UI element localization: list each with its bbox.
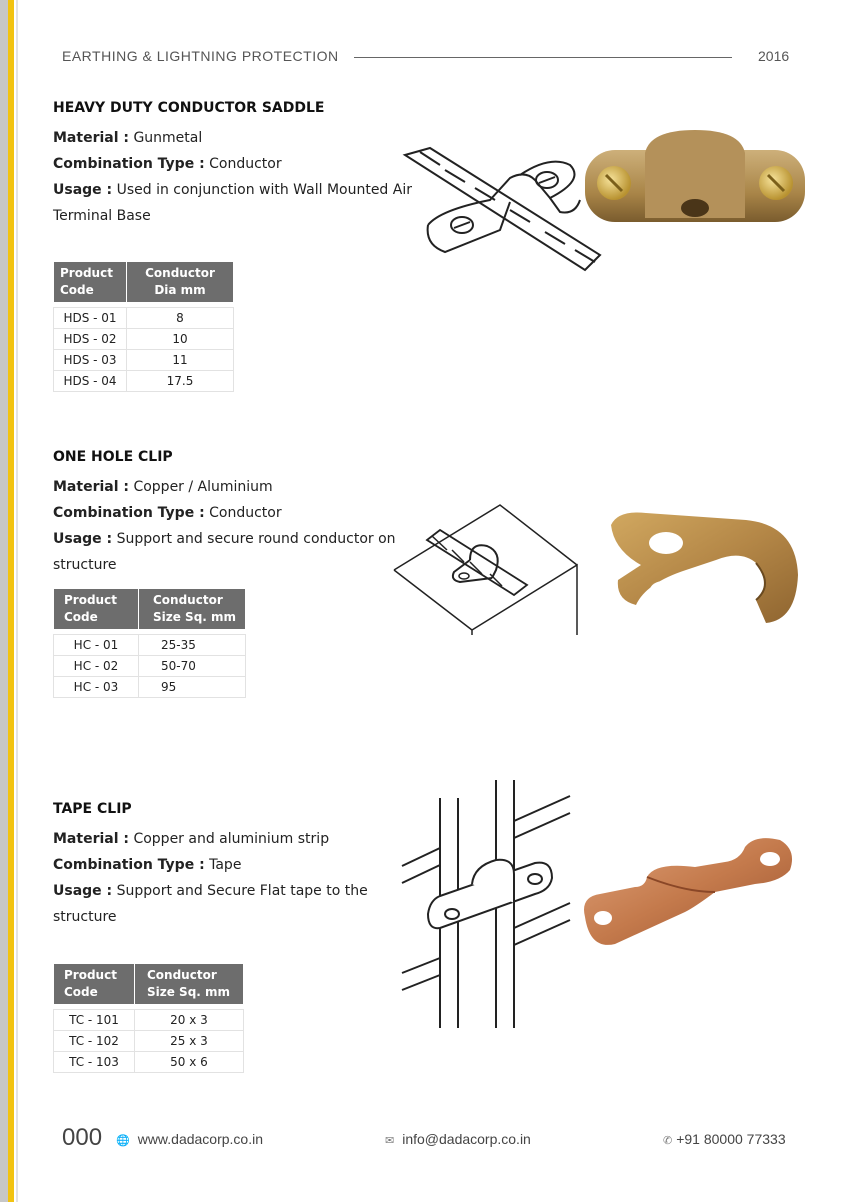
one-hole-clip-line-drawing bbox=[392, 500, 587, 635]
table-row bbox=[54, 677, 246, 698]
cell-code: HC - 03 bbox=[54, 677, 139, 698]
cell-value: 11 bbox=[127, 350, 234, 371]
cell-code: HDS - 03 bbox=[54, 350, 127, 371]
cell-value: 10 bbox=[127, 329, 234, 350]
cell-code: HDS - 02 bbox=[54, 329, 127, 350]
table-row bbox=[54, 329, 234, 350]
combination-value: Conductor bbox=[204, 505, 282, 521]
cell-code: HDS - 04 bbox=[54, 371, 127, 392]
header-year: 2016 bbox=[758, 48, 790, 64]
left-border-gray bbox=[0, 0, 8, 1202]
header-title: EARTHING & LIGHTNING PROTECTION bbox=[62, 48, 339, 64]
spec-table-hc bbox=[53, 588, 246, 698]
usage-line bbox=[53, 878, 413, 930]
combination-line bbox=[53, 151, 413, 177]
material-label: Material : bbox=[53, 479, 129, 495]
cell-value: 8 bbox=[127, 308, 234, 329]
cell-code: TC - 102 bbox=[54, 1031, 135, 1052]
table-row bbox=[54, 1010, 244, 1031]
page-number: 000 bbox=[62, 1124, 103, 1151]
material-line bbox=[53, 826, 413, 852]
email-text: info@dadacorp.co.in bbox=[402, 1131, 531, 1147]
combination-line bbox=[53, 852, 413, 878]
combination-value: Tape bbox=[204, 857, 242, 873]
combination-label: Combination Type : bbox=[53, 857, 205, 873]
material-value: Copper / Aluminium bbox=[129, 479, 273, 495]
tape-clip-line-drawing bbox=[400, 778, 575, 1033]
usage-line bbox=[53, 177, 413, 229]
table-row bbox=[54, 635, 246, 656]
material-value: Gunmetal bbox=[129, 130, 203, 146]
section-one-hole-clip bbox=[53, 448, 413, 578]
usage-value: Used in conjunction with Wall Mounted Air Terminal Base bbox=[53, 182, 412, 224]
col-header-product-code: Product Code bbox=[54, 964, 135, 1005]
section-title: ONE HOLE CLIP bbox=[53, 449, 173, 465]
phone-icon: ✆ bbox=[663, 1135, 673, 1147]
table-row bbox=[54, 656, 246, 677]
cell-code: TC - 101 bbox=[54, 1010, 135, 1031]
left-border-yellow bbox=[8, 0, 14, 1202]
cell-code: HC - 02 bbox=[54, 656, 139, 677]
tape-clip-photo bbox=[575, 832, 800, 957]
phone-text: +91 80000 77333 bbox=[676, 1131, 786, 1147]
cell-value: 25-35 bbox=[139, 635, 246, 656]
section-title: TAPE CLIP bbox=[53, 801, 132, 817]
spec-table-hds bbox=[53, 261, 234, 392]
footer-email[interactable] bbox=[385, 1131, 531, 1147]
combination-label: Combination Type : bbox=[53, 156, 205, 172]
material-label: Material : bbox=[53, 831, 129, 847]
material-line bbox=[53, 125, 413, 151]
combination-label: Combination Type : bbox=[53, 505, 205, 521]
material-value: Copper and aluminium strip bbox=[129, 831, 330, 847]
cell-code: HC - 01 bbox=[54, 635, 139, 656]
usage-label: Usage : bbox=[53, 883, 113, 899]
usage-label: Usage : bbox=[53, 182, 113, 198]
cell-value: 17.5 bbox=[127, 371, 234, 392]
cell-code: TC - 103 bbox=[54, 1052, 135, 1073]
combination-line bbox=[53, 500, 413, 526]
table-row bbox=[54, 1031, 244, 1052]
header-rule bbox=[354, 57, 732, 58]
mail-icon: ✉ bbox=[385, 1135, 395, 1147]
usage-value: Support and secure round conductor on structure bbox=[53, 531, 396, 573]
col-header-conductor: Conductor Dia mm bbox=[127, 262, 234, 303]
usage-label: Usage : bbox=[53, 531, 113, 547]
usage-value: Support and Secure Flat tape to the structure bbox=[53, 883, 368, 925]
left-border-thin bbox=[16, 0, 18, 1202]
table-row bbox=[54, 350, 234, 371]
footer-phone[interactable] bbox=[663, 1131, 786, 1147]
material-label: Material : bbox=[53, 130, 129, 146]
col-header-conductor: Conductor Size Sq. mm bbox=[135, 964, 244, 1005]
website-text: www.dadacorp.co.in bbox=[137, 1131, 263, 1147]
saddle-photo bbox=[580, 128, 810, 233]
table-row bbox=[54, 1052, 244, 1073]
section-title: HEAVY DUTY CONDUCTOR SADDLE bbox=[53, 100, 325, 116]
globe-icon: 🌐 bbox=[116, 1135, 130, 1147]
spec-table-tc bbox=[53, 963, 244, 1073]
one-hole-clip-photo bbox=[606, 505, 806, 630]
section-tape-clip bbox=[53, 800, 413, 930]
section-heavy-duty-saddle bbox=[53, 99, 413, 229]
footer-website[interactable] bbox=[116, 1131, 263, 1147]
usage-line bbox=[53, 526, 413, 578]
cell-value: 95 bbox=[139, 677, 246, 698]
cell-code: HDS - 01 bbox=[54, 308, 127, 329]
table-row bbox=[54, 308, 234, 329]
table-row bbox=[54, 371, 234, 392]
col-header-conductor: Conductor Size Sq. mm bbox=[139, 589, 246, 630]
col-header-product-code: Product Code bbox=[54, 262, 127, 303]
material-line bbox=[53, 474, 413, 500]
cell-value: 50-70 bbox=[139, 656, 246, 677]
cell-value: 25 x 3 bbox=[135, 1031, 244, 1052]
col-header-product-code: Product Code bbox=[54, 589, 139, 630]
combination-value: Conductor bbox=[204, 156, 282, 172]
cell-value: 50 x 6 bbox=[135, 1052, 244, 1073]
cell-value: 20 x 3 bbox=[135, 1010, 244, 1031]
saddle-line-drawing bbox=[400, 140, 610, 280]
